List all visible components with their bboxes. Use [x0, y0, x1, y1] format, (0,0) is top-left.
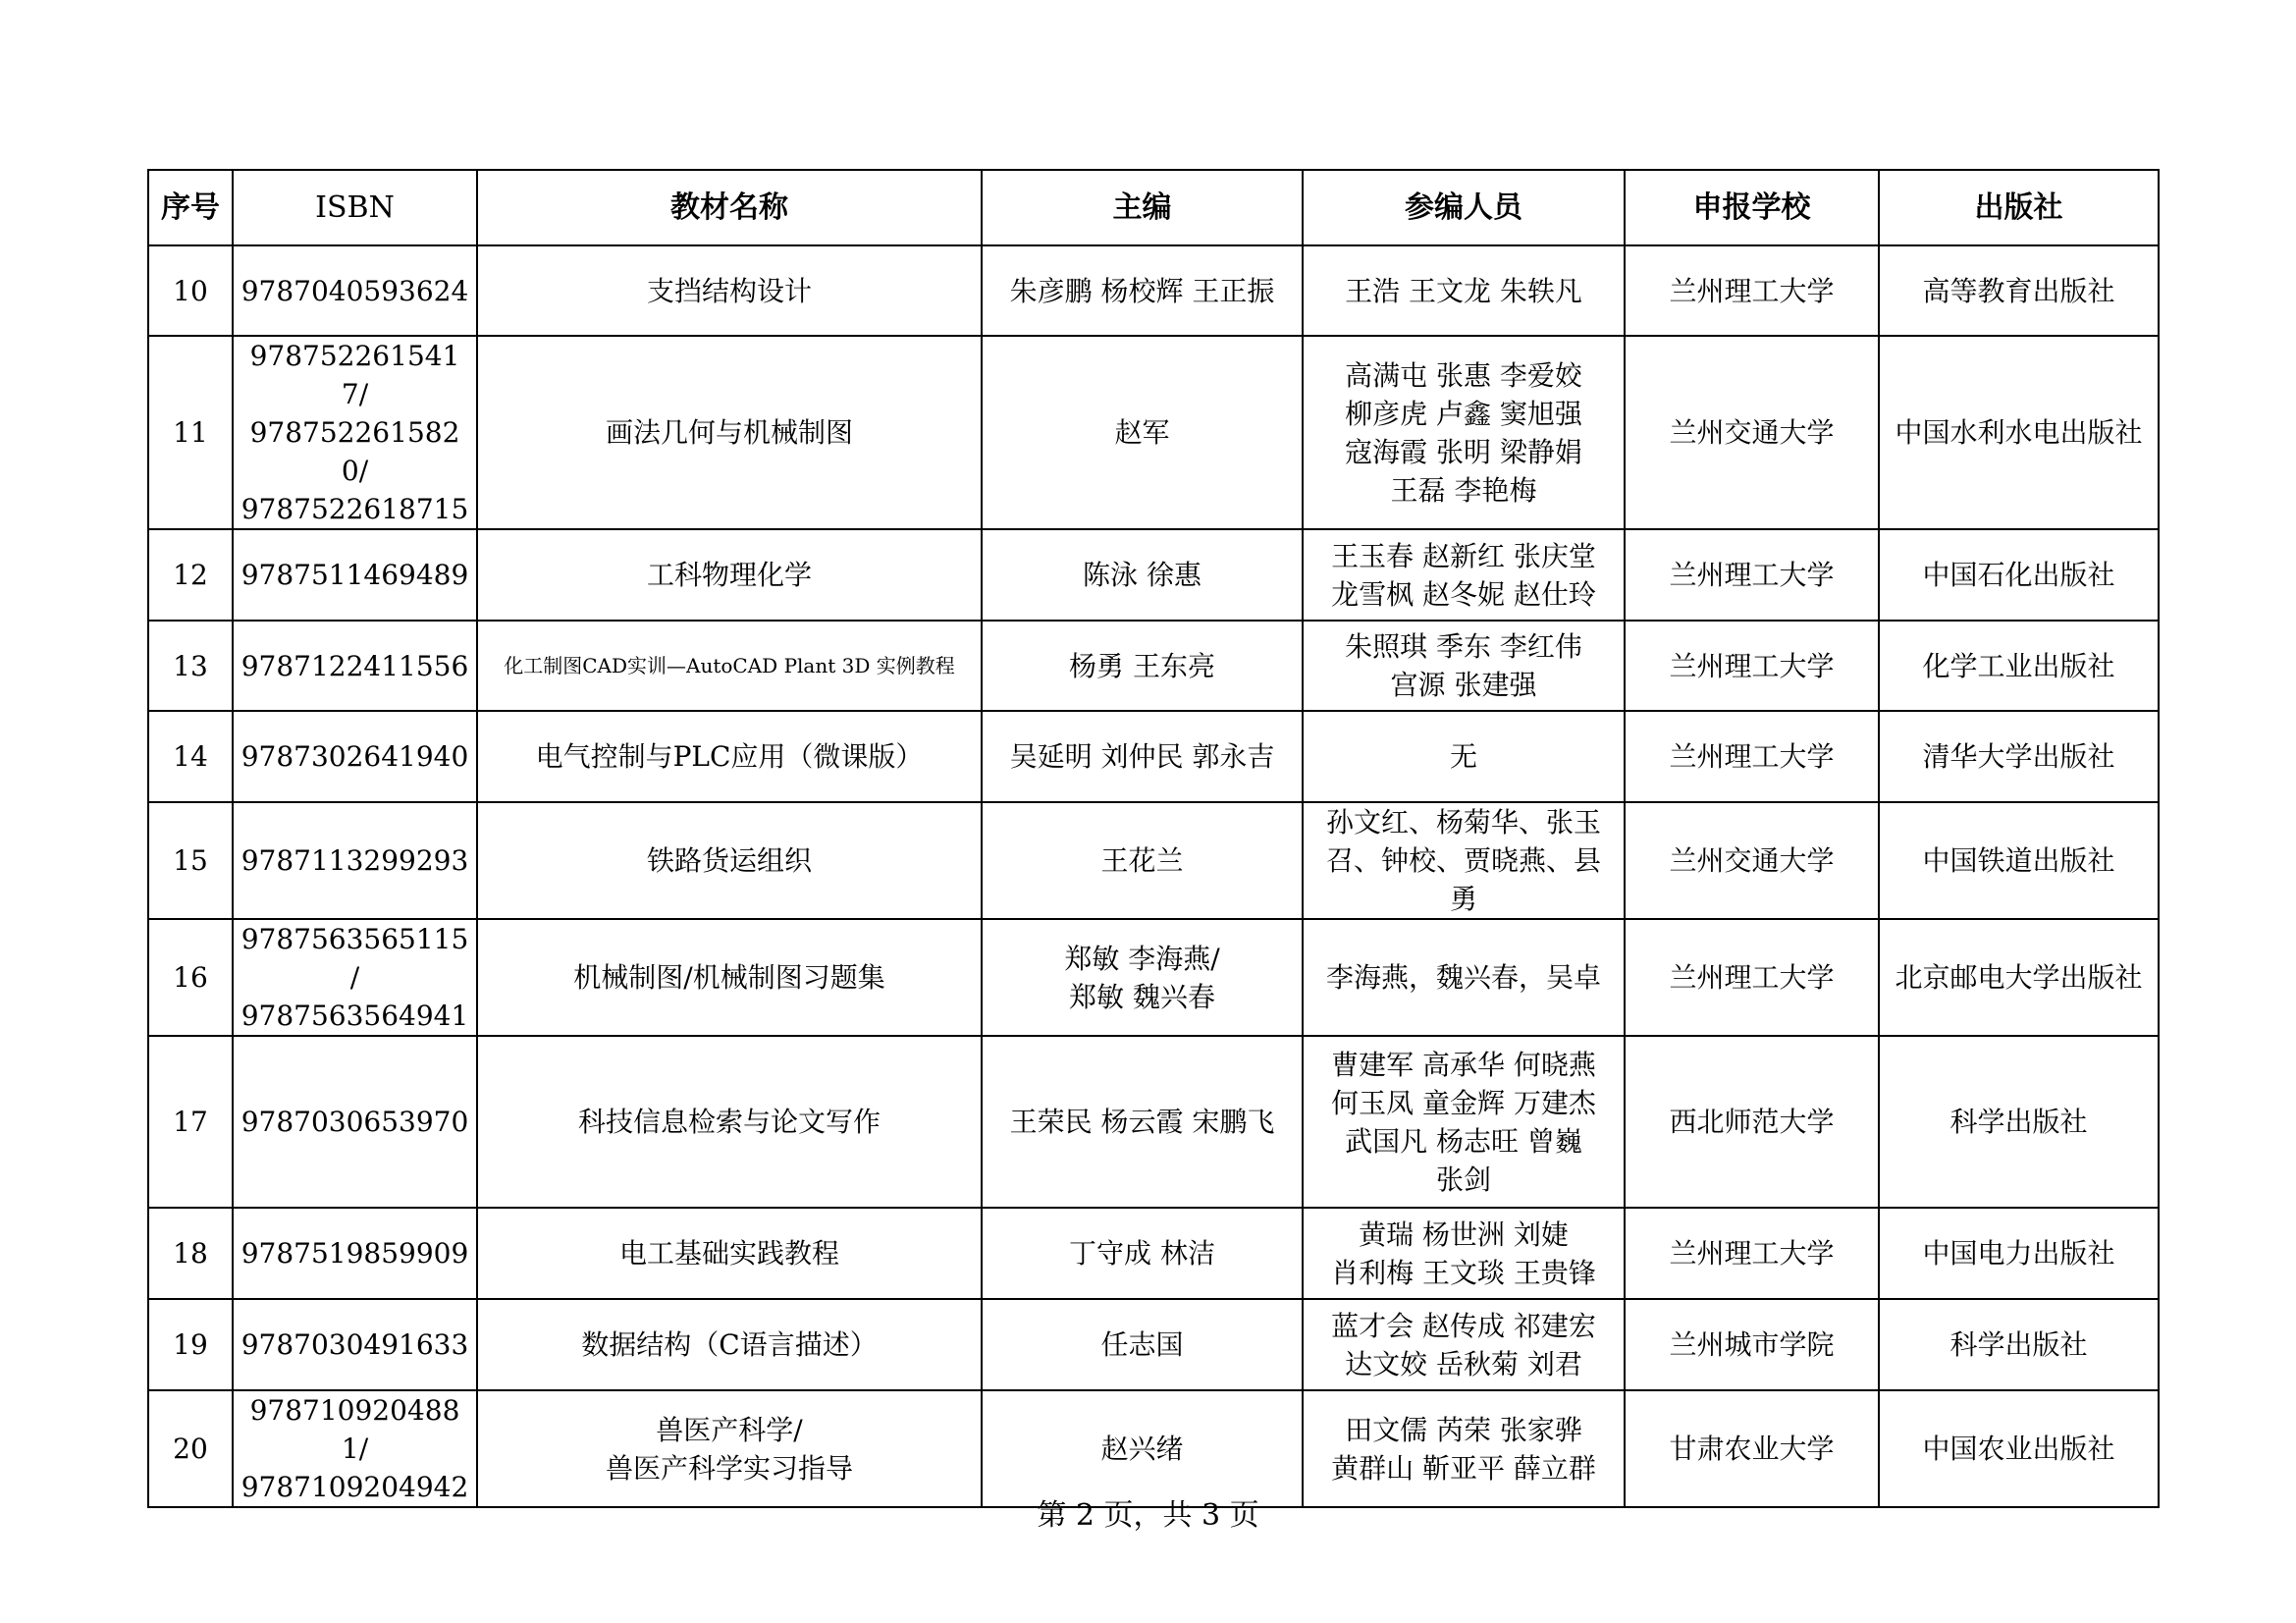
- table-row: [148, 529, 2159, 621]
- editor-cell-line: 赵军: [1114, 416, 1170, 449]
- contributors-cell-line: 王玉春 赵新红 张庆堂: [1331, 539, 1596, 572]
- isbn-cell-line: 9787109204881/: [249, 1394, 460, 1465]
- editor-cell-line: 郑敏 李海燕/: [1064, 942, 1220, 975]
- title-cell: [477, 802, 982, 919]
- row-number-line: 16: [173, 961, 208, 994]
- row-number: [148, 1036, 233, 1208]
- title-cell: [477, 529, 982, 621]
- editor-cell-line: 王花兰: [1100, 844, 1184, 877]
- row-number: [148, 336, 233, 529]
- table-row: [148, 1299, 2159, 1390]
- isbn-cell-line: 9787522615820/: [249, 416, 460, 487]
- title-cell: [477, 621, 982, 711]
- school-cell: [1625, 621, 1879, 711]
- editor-cell: [982, 1299, 1303, 1390]
- contributors-cell-line: 寇海霞 张明 梁静娟: [1345, 435, 1582, 468]
- title-cell-line: 科技信息检索与论文写作: [577, 1106, 881, 1138]
- school-cell-line: 兰州理工大学: [1669, 961, 1835, 994]
- row-number-line: 20: [173, 1433, 208, 1465]
- row-number: [148, 711, 233, 802]
- title-cell: [477, 245, 982, 336]
- row-number: [148, 802, 233, 919]
- title-cell: [477, 1208, 982, 1299]
- editor-cell: [982, 529, 1303, 621]
- contributors-cell: [1303, 529, 1625, 621]
- table-row: [148, 919, 2159, 1036]
- title-cell-line: 机械制图/机械制图习题集: [573, 961, 885, 994]
- editor-cell-line: 王荣民 杨云霞 宋鹏飞: [1009, 1106, 1275, 1138]
- table-row: [148, 245, 2159, 336]
- publisher-cell: [1879, 336, 2159, 529]
- school-cell-line: 西北师范大学: [1669, 1106, 1835, 1138]
- title-cell: [477, 1299, 982, 1390]
- title-cell-line: 铁路货运组织: [646, 844, 812, 877]
- school-cell-line: 兰州理工大学: [1669, 649, 1835, 682]
- contributors-cell-line: 黄群山 靳亚平 薛立群: [1331, 1451, 1596, 1485]
- editor-cell-line: 郑敏 魏兴春: [1069, 980, 1215, 1013]
- isbn-cell: [233, 245, 477, 336]
- isbn-cell-line: 9787040593624: [240, 274, 469, 307]
- isbn-cell-line: 9787113299293: [240, 844, 469, 877]
- publisher-cell: [1879, 919, 2159, 1036]
- contributors-cell: [1303, 1036, 1625, 1208]
- contributors-cell-line: 勇: [1449, 883, 1477, 915]
- contributors-cell-line: 肖利梅 王文琰 王贵锋: [1331, 1256, 1596, 1289]
- contributors-cell: [1303, 621, 1625, 711]
- school-cell: [1625, 245, 1879, 336]
- editor-cell-line: 任志国: [1100, 1328, 1184, 1361]
- row-number-line: 11: [173, 416, 208, 449]
- isbn-cell-line: 9787122411556: [240, 649, 469, 682]
- row-number-line: 18: [173, 1237, 208, 1270]
- table-row: [148, 336, 2159, 529]
- school-cell: [1625, 336, 1879, 529]
- school-cell: [1625, 919, 1879, 1036]
- contributors-cell-line: 龙雪枫 赵冬妮 赵仕玲: [1331, 577, 1596, 611]
- title-cell-line: 兽医产科学/: [656, 1413, 803, 1446]
- row-number: [148, 621, 233, 711]
- publisher-cell: [1879, 711, 2159, 802]
- editor-cell: [982, 802, 1303, 919]
- header-row: [148, 170, 2159, 245]
- col-header-no: 序号: [148, 170, 233, 245]
- contributors-cell-line: 柳彦虎 卢鑫 窦旭强: [1345, 397, 1582, 430]
- isbn-cell: [233, 802, 477, 919]
- contributors-cell-line: 王磊 李艳梅: [1390, 473, 1537, 507]
- row-number-line: 13: [173, 649, 208, 682]
- publisher-cell-line: 化学工业出版社: [1922, 649, 2115, 682]
- title-cell-line: 化工制图CAD实训—AutoCAD Plant 3D 实例教程: [504, 653, 955, 677]
- contributors-cell-line: 张剑: [1435, 1163, 1491, 1196]
- school-cell: [1625, 529, 1879, 621]
- editor-cell: [982, 1208, 1303, 1299]
- contributors-cell-line: 召、钟校、贾晓燕、县: [1325, 844, 1601, 877]
- editor-cell: [982, 919, 1303, 1036]
- contributors-cell: [1303, 336, 1625, 529]
- school-cell-line: 兰州交通大学: [1669, 416, 1835, 449]
- title-cell-line: 支挡结构设计: [646, 274, 812, 307]
- title-cell-line: 画法几何与机械制图: [605, 416, 853, 449]
- title-cell: [477, 711, 982, 802]
- isbn-cell-line: 9787030491633: [240, 1328, 469, 1361]
- isbn-cell: [233, 1036, 477, 1208]
- title-cell-line: 电气控制与PLC应用（微课版）: [535, 740, 924, 773]
- row-number-line: 14: [173, 740, 208, 773]
- publisher-cell-line: 中国水利水电出版社: [1895, 416, 2143, 449]
- row-number-line: 19: [173, 1328, 208, 1361]
- school-cell-line: 兰州理工大学: [1669, 1237, 1835, 1270]
- school-cell: [1625, 1208, 1879, 1299]
- contributors-cell-line: 何玉凤 童金辉 万建杰: [1331, 1086, 1596, 1119]
- editor-cell: [982, 245, 1303, 336]
- isbn-cell: [233, 336, 477, 529]
- editor-cell-line: 杨勇 王东亮: [1069, 649, 1215, 682]
- page-footer: 第 2 页，共 3 页: [1037, 1498, 1259, 1533]
- publisher-cell: [1879, 529, 2159, 621]
- school-cell: [1625, 1036, 1879, 1208]
- publisher-cell: [1879, 245, 2159, 336]
- publisher-cell-line: 高等教育出版社: [1922, 274, 2115, 307]
- textbook-table: [147, 169, 2160, 1508]
- publisher-cell-line: 中国石化出版社: [1922, 559, 2115, 591]
- contributors-cell: [1303, 1299, 1625, 1390]
- school-cell-line: 兰州理工大学: [1669, 274, 1835, 307]
- title-cell: [477, 336, 982, 529]
- contributors-cell-line: 李海燕，魏兴春，吴卓: [1325, 961, 1601, 994]
- col-header-contributors: 参编人员: [1303, 170, 1625, 245]
- row-number: [148, 245, 233, 336]
- col-header-title: 教材名称: [477, 170, 982, 245]
- contributors-cell: [1303, 1208, 1625, 1299]
- isbn-cell: [233, 1299, 477, 1390]
- col-header-editor: 主编: [982, 170, 1303, 245]
- col-header-publisher: 出版社: [1879, 170, 2159, 245]
- editor-cell-line: 赵兴绪: [1100, 1433, 1184, 1465]
- contributors-cell-line: 无: [1449, 740, 1477, 773]
- contributors-cell-line: 孙文红、杨菊华、张玉: [1325, 806, 1601, 839]
- school-cell: [1625, 1299, 1879, 1390]
- table-row: [148, 621, 2159, 711]
- isbn-cell-line: 9787030653970: [240, 1106, 469, 1138]
- isbn-cell-line: 9787522618715: [240, 493, 469, 525]
- table-row: [148, 1208, 2159, 1299]
- contributors-cell: [1303, 711, 1625, 802]
- row-number: [148, 1208, 233, 1299]
- title-cell-line: 电工基础实践教程: [618, 1237, 839, 1270]
- publisher-cell: [1879, 1299, 2159, 1390]
- editor-cell: [982, 621, 1303, 711]
- school-cell-line: 甘肃农业大学: [1669, 1433, 1835, 1465]
- school-cell: [1625, 711, 1879, 802]
- isbn-cell: [233, 621, 477, 711]
- publisher-cell: [1879, 621, 2159, 711]
- title-cell-line: 数据结构（C语言描述）: [581, 1328, 878, 1361]
- row-number: [148, 1299, 233, 1390]
- publisher-cell-line: 科学出版社: [1949, 1106, 2088, 1138]
- publisher-cell-line: 科学出版社: [1949, 1328, 2088, 1361]
- school-cell-line: 兰州交通大学: [1669, 844, 1835, 877]
- isbn-cell-line: 9787563565115 /: [240, 923, 469, 994]
- isbn-cell: [233, 1208, 477, 1299]
- contributors-cell-line: 黄瑞 杨世洲 刘婕: [1359, 1217, 1569, 1251]
- isbn-cell-line: 9787519859909: [240, 1237, 469, 1270]
- editor-cell-line: 吴延明 刘仲民 郭永吉: [1009, 740, 1275, 773]
- row-number-line: 15: [173, 844, 208, 877]
- school-cell-line: 兰州理工大学: [1669, 559, 1835, 591]
- editor-cell-line: 朱彦鹏 杨校辉 王正振: [1009, 274, 1275, 307]
- isbn-cell-line: 9787109204942: [240, 1471, 469, 1503]
- publisher-cell: [1879, 1208, 2159, 1299]
- school-cell-line: 兰州城市学院: [1669, 1328, 1835, 1361]
- contributors-cell-line: 武国凡 杨志旺 曾巍: [1345, 1124, 1582, 1158]
- contributors-cell: [1303, 802, 1625, 919]
- school-cell: [1625, 802, 1879, 919]
- col-header-school: 申报学校: [1625, 170, 1879, 245]
- contributors-cell-line: 王浩 王文龙 朱轶凡: [1345, 274, 1582, 307]
- publisher-cell-line: 中国农业出版社: [1922, 1433, 2115, 1465]
- row-number: [148, 529, 233, 621]
- contributors-cell-line: 宫源 张建强: [1390, 669, 1537, 701]
- row-number-line: 12: [173, 559, 208, 591]
- isbn-cell: [233, 711, 477, 802]
- publisher-cell: [1879, 802, 2159, 919]
- title-cell-line: 工科物理化学: [646, 559, 812, 591]
- school-cell-line: 兰州理工大学: [1669, 740, 1835, 773]
- table-row: [148, 1036, 2159, 1208]
- contributors-cell-line: 朱照琪 季东 李红伟: [1345, 630, 1582, 663]
- isbn-cell: [233, 919, 477, 1036]
- isbn-cell: [233, 529, 477, 621]
- row-number: [148, 919, 233, 1036]
- editor-cell: [982, 1036, 1303, 1208]
- col-header-isbn: ISBN: [233, 170, 477, 245]
- publisher-cell-line: 北京邮电大学出版社: [1895, 961, 2143, 994]
- table-row: [148, 802, 2159, 919]
- contributors-cell-line: 曹建军 高承华 何晓燕: [1331, 1048, 1596, 1081]
- contributors-cell-line: 达文姣 岳秋菊 刘君: [1345, 1347, 1582, 1380]
- editor-cell: [982, 711, 1303, 802]
- contributors-cell: [1303, 919, 1625, 1036]
- row-number-line: 17: [173, 1106, 208, 1138]
- editor-cell-line: 丁守成 林洁: [1069, 1237, 1215, 1270]
- publisher-cell-line: 中国铁道出版社: [1922, 844, 2115, 877]
- isbn-cell-line: 9787522615417/: [249, 340, 460, 410]
- contributors-cell-line: 田文儒 芮荣 张家骅: [1345, 1413, 1582, 1446]
- contributors-cell: [1303, 245, 1625, 336]
- title-cell: [477, 919, 982, 1036]
- publisher-cell-line: 清华大学出版社: [1922, 740, 2115, 773]
- editor-cell: [982, 336, 1303, 529]
- isbn-cell-line: 9787302641940: [240, 740, 469, 773]
- title-cell-line: 兽医产科学实习指导: [605, 1451, 853, 1485]
- table-row: [148, 711, 2159, 802]
- row-number-line: 10: [173, 274, 208, 307]
- isbn-cell-line: 9787511469489: [240, 559, 469, 591]
- contributors-cell-line: 蓝才会 赵传成 祁建宏: [1331, 1309, 1596, 1342]
- contributors-cell-line: 高满屯 张惠 李爱姣: [1345, 358, 1582, 392]
- publisher-cell-line: 中国电力出版社: [1922, 1237, 2115, 1270]
- isbn-cell-line: 9787563564941: [240, 1000, 469, 1032]
- publisher-cell: [1879, 1036, 2159, 1208]
- title-cell: [477, 1036, 982, 1208]
- editor-cell-line: 陈泳 徐惠: [1083, 559, 1201, 591]
